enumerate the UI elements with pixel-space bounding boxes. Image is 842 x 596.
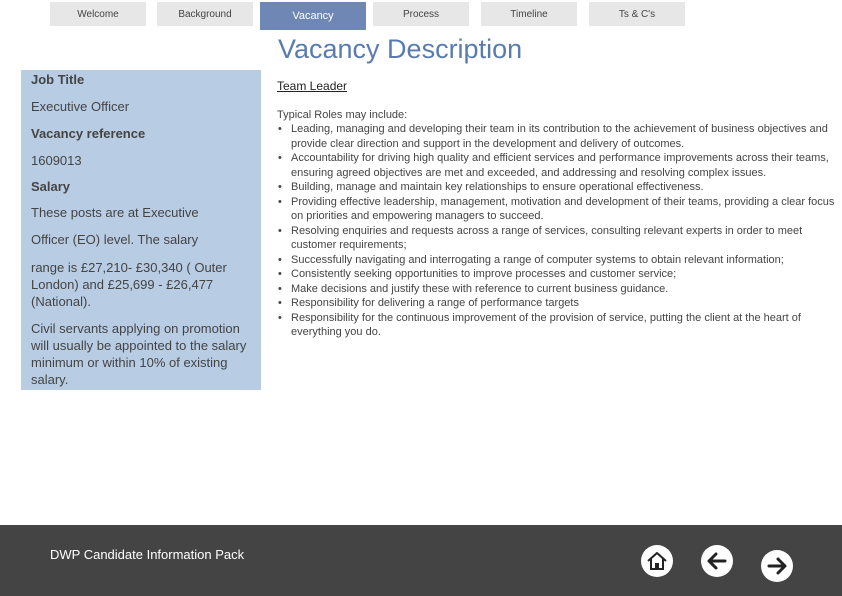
list-item: • Providing effective leadership, management, motivation and development of their teams, providing a clear focus on priorities and empowering managers to succeed. xyxy=(291,195,835,224)
tab-welcome[interactable] xyxy=(50,2,146,26)
tab-label: Vacancy xyxy=(292,10,334,22)
back-button[interactable] xyxy=(700,544,734,578)
tab-label: Timeline xyxy=(510,8,548,20)
forward-arrow-icon xyxy=(760,549,794,583)
list-item: • Responsibility for delivering a range of performance targets xyxy=(291,296,835,311)
tab-background[interactable] xyxy=(157,2,253,26)
tab-label: Background xyxy=(178,8,232,20)
vacancy-reference-value: 1609013 xyxy=(31,153,82,168)
list-item: • Successfully navigating and interrogating a range of computer systems to obtain relevant information; xyxy=(291,253,835,268)
salary-line-2: Officer (EO) level. The salary xyxy=(31,232,199,247)
role-description xyxy=(277,79,835,340)
list-item: • Resolving enquiries and requests across a range of services, consulting relevant experts in order to meet customer requirements; xyxy=(291,224,835,253)
page-title: Vacancy Description xyxy=(278,34,523,64)
salary-range: range is £27,210- £30,340 ( Outer London) and £25,699 - £26,477 (National). xyxy=(31,260,227,309)
tab-label: Welcome xyxy=(77,8,119,20)
tab-vacancy[interactable] xyxy=(260,2,366,30)
roles-list xyxy=(277,122,835,340)
tab-timeline[interactable] xyxy=(481,2,577,26)
footer xyxy=(0,525,842,596)
home-icon xyxy=(640,544,674,578)
list-item: • Building, manage and maintain key relationships to ensure operational effectiveness. xyxy=(291,180,835,195)
roles-intro: Typical Roles may include: xyxy=(277,108,408,121)
tab-label: Ts & C's xyxy=(618,8,656,20)
salary-note: Civil servants applying on promotion will usually be appointed to the salary minimum or within 10% of existing salary. xyxy=(31,321,247,387)
tab-bar xyxy=(0,0,842,30)
list-item: • Responsibility for the continuous improvement of the provision of service, putting the client at the heart of everything you do. xyxy=(291,311,835,340)
job-title-label: Job Title xyxy=(31,72,85,87)
list-item: • Consistently seeking opportunities to improve processes and customer service; xyxy=(291,267,835,282)
vacancy-reference-label: Vacancy reference xyxy=(31,126,146,141)
salary-line-1: These posts are at Executive xyxy=(31,205,199,220)
salary-label: Salary xyxy=(31,179,71,194)
vacancy-summary-panel xyxy=(21,70,261,390)
role-title: Team Leader xyxy=(277,79,348,93)
tab-process[interactable] xyxy=(373,2,469,26)
tab-ts-and-cs[interactable] xyxy=(589,2,685,26)
tab-label: Process xyxy=(402,8,440,20)
back-arrow-icon xyxy=(700,544,734,578)
list-item: • Accountability for driving high quality and efficient services and performance improvements across their teams, ensuring agreed objectives are met and exceeded, and addressing and resolving complex issues. xyxy=(291,151,835,180)
footer-title: DWP Candidate Information Pack xyxy=(50,547,245,562)
next-button[interactable] xyxy=(760,549,794,583)
job-title-value: Executive Officer xyxy=(31,99,130,114)
list-item: • Leading, managing and developing their team in its contribution to the achievement of business objectives and provide clear direction and support in the development and delivery of outcomes. xyxy=(291,122,835,151)
home-button[interactable] xyxy=(640,544,674,578)
list-item: • Make decisions and justify these with reference to current business guidance. xyxy=(291,282,835,297)
